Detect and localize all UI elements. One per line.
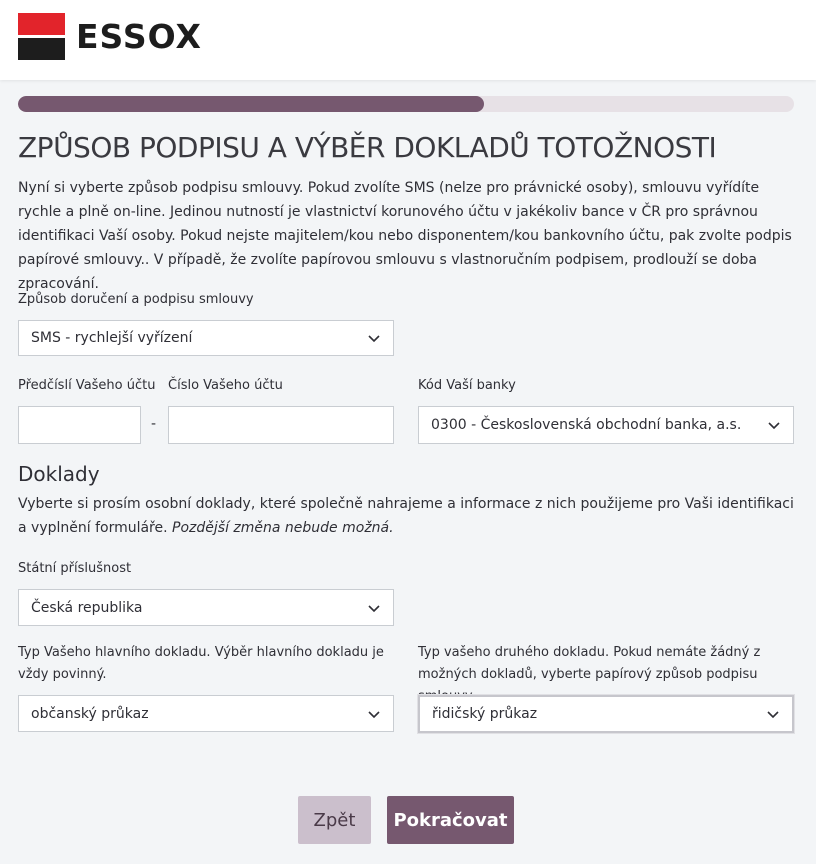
bank-code-label: Kód Vaší banky xyxy=(418,378,516,393)
citizenship-select[interactable] xyxy=(18,589,394,626)
chevron-down-icon xyxy=(367,331,381,345)
account-separator: - xyxy=(151,416,157,432)
primary-document-select[interactable] xyxy=(18,695,394,732)
essox-logo-mark xyxy=(18,13,65,60)
documents-description: Vyberte si prosím osobní doklady, které společně nahrajeme a informace z nich použijeme pro Vaši identifikaci a vyplnění formuláře. xyxy=(18,496,794,536)
bank-code-value: 0300 - Československá obchodní banka, a.s. xyxy=(431,417,742,433)
back-button[interactable]: Zpět xyxy=(298,796,371,844)
header xyxy=(0,0,816,80)
intro-text: Nyní si vyberte způsob podpisu smlouvy. Pokud zvolíte SMS (nelze pro právnické osoby), smlouvu vyřídíte rychle a plně on-line. Jedinou nutností je vlastnictví korunového účtu v jakékoliv bance v ČR pro správnou identifikaci Vaší osoby. Pokud nejste majitelem/kou nebo disponentem/kou bankovního účtu, pak zvolte podpis papírové smlouvy.. V případě, že zvolíte papírovou smlouvu s vlastnoručním podpisem, prodlouží se doba zpracování. xyxy=(18,180,792,292)
secondary-document-label: Typ vašeho druhého dokladu. Pokud nemáte žádný z možných dokladů, vyberte papírový způsob podpisu xyxy=(418,645,761,682)
account-number-input[interactable] xyxy=(168,406,394,444)
essox-logo-text: ESSOX xyxy=(76,17,202,56)
chevron-down-icon xyxy=(367,707,381,721)
delivery-method-select[interactable] xyxy=(18,320,394,356)
progress-bar-fill xyxy=(18,96,484,112)
secondary-document-select[interactable] xyxy=(418,695,794,733)
citizenship-label: Státní příslušnost xyxy=(18,561,132,576)
primary-document-label: Typ Vašeho hlavního dokladu. Výběr hlavního dokladu je vždy povinný. xyxy=(18,645,384,682)
page-title: ZPŮSOB PODPISU A VÝBĚR DOKLADŮ TOTOŽNOSTI xyxy=(18,131,717,164)
delivery-label: Způsob doručení a podpisu smlouvy xyxy=(18,292,254,307)
continue-button[interactable]: Pokračovat xyxy=(387,796,514,844)
progress-bar xyxy=(18,96,794,112)
chevron-down-icon xyxy=(367,601,381,615)
delivery-method-value: SMS - rychlejší vyřízení xyxy=(31,330,193,346)
documents-note: Pozdější změna nebude možná. xyxy=(172,520,394,536)
chevron-down-icon xyxy=(767,418,781,432)
secondary-document-value: řidičský průkaz xyxy=(432,706,538,722)
account-number-label: Číslo Vašeho účtu xyxy=(168,378,283,393)
documents-text xyxy=(18,492,798,540)
chevron-down-icon xyxy=(766,707,780,721)
account-prefix-input[interactable] xyxy=(18,406,141,444)
primary-document-value: občanský průkaz xyxy=(31,705,149,722)
bank-code-select[interactable] xyxy=(418,406,794,444)
account-prefix-label: Předčíslí Vašeho účtu xyxy=(18,378,156,393)
documents-heading: Doklady xyxy=(18,462,100,486)
citizenship-value: Česká republika xyxy=(31,599,143,616)
